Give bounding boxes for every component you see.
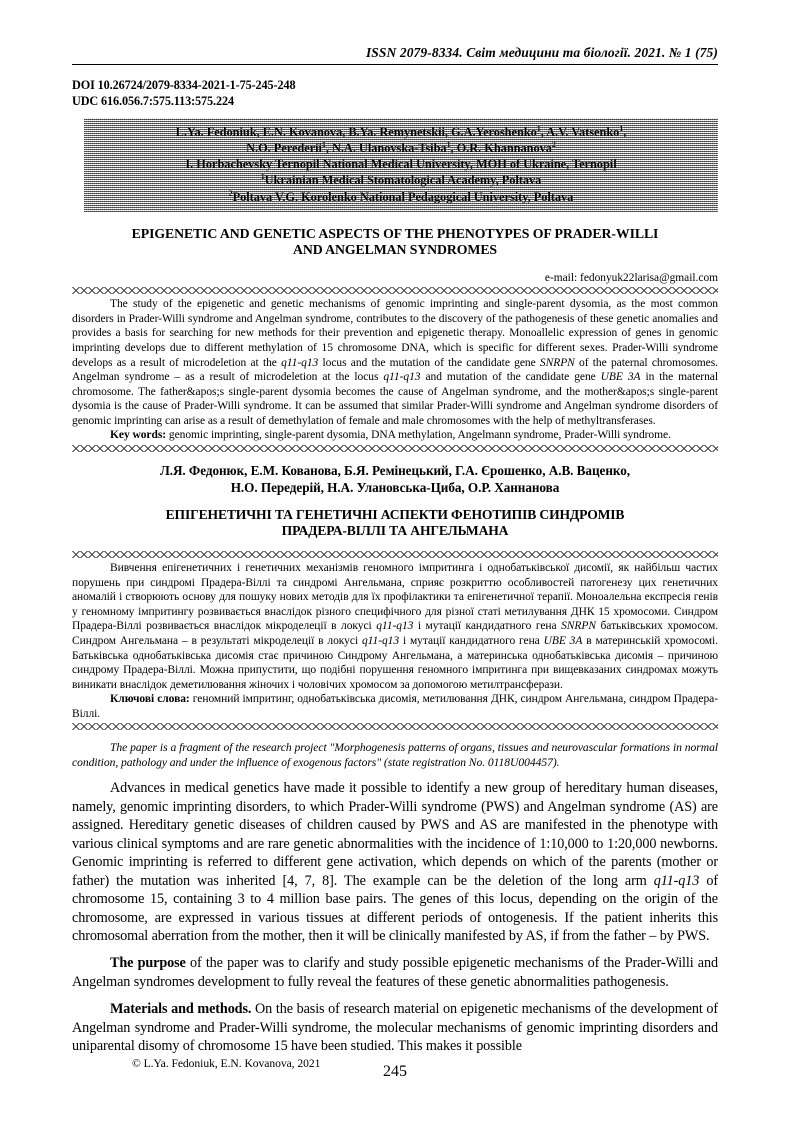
keywords-en xyxy=(72,428,718,443)
abstract-ua-italic-3: q11-q13 xyxy=(361,634,400,647)
zigzag-separator-mid-1 xyxy=(72,445,718,452)
abstract-en-seg-1: The study of the epigenetic and genetic mechanisms of genomic imprinting and single-parent dysomia, as the most common disorders in Prader-Willi syndrome and Angelman syndrome, contributes to the discovery of the pathogenesis of these genetic anomalies and provides a basis for searching for new methods for their prevention and epigenetic therapy. Monoallelic expression of genes in genomic imprinting develops due to different methylation of 15 chromosome DNA, which is specific for different sexes. Prader-Willi syndrome develops as a result of microdeletion at the xyxy=(72,298,718,369)
abstract-ua-seg-5: в материнській хромосомі. Батьківська однобатьківська дисомія стає причиною Синдрому Ангельмана, а материнська однобатьківська дисомія – причиною синдрому Прадера-Віллі. Можна припустити, що подібні порушення геномного імпритинга при вищевказаних синдромах можуть виникати внаслідок деметилювання жіночих і чоловічих хромосом за допомогою метилтрансферази. xyxy=(72,634,719,691)
author-sup-3: 1 xyxy=(321,140,326,150)
abstract-en-italic-3: q11-q13 xyxy=(383,371,421,384)
page-content xyxy=(72,0,718,1056)
keywords-en-label: Key words: xyxy=(110,429,167,442)
affiliation-sup-1: 1 xyxy=(260,172,265,182)
author-sup-4: 1 xyxy=(446,140,451,150)
abstract-ua xyxy=(72,561,718,692)
abstract-en-seg-5: in the maternal chromosome. The father&apos;s single-parent dysomia becomes the cause of Angelman syndrome, and the mother&apos;s single-parent dysomia is the cause of Prader-Willi syndrome. It can be assumed that similar Prader-Willi syndrome and Angelman syndrome disorders of genomic imprinting can arise as a result of demethylation of female and male chromosomes with the help of methyltransferases. xyxy=(72,371,718,427)
affiliation-text-2: Ukrainian Medical Stomatological Academy, Poltava xyxy=(264,173,542,188)
article-title-ua-line-2: ПРАДЕРА-ВІЛЛІ ТА АНГЕЛЬМАНА xyxy=(281,523,509,539)
abstract-en-seg-2: locus and the mutation of the candidate gene xyxy=(318,356,540,369)
body-paragraph-purpose xyxy=(72,954,718,991)
materials-text: On the basis of research material on epigenetic mechanisms of the development of Angelman syndrome and Prader-Willi syndrome, the molecular mechanisms of genomic imprinting disorders and uniparental disomy of chromosome 15 have been studied. This makes it possible xyxy=(72,1001,718,1055)
affiliation-line-2 xyxy=(88,172,714,188)
abstract-ua-italic-1: q11-q13 xyxy=(376,620,414,633)
abstract-ua-seg-1: Вивчення епігенетичних і генетичних механізмів геномного імпритинга і однобатьківської дисомії, як найбільш частих порушень при синдромі Прадера-Віллі та синдромі Ангельмана, сприяє розкриттю особливостей патогенезу цих генетичних аномалій і створюють основу для пошуку нових методів для їх профілактики та епігенетичної терапії. Моноалельна експресія генів у геномному імпритингу розвивається внаслідок різного специфічного для різної статі метилування ДНК 15 хромосоми. Синдром Прадера-Віллі розвивається внаслідок мікроделеції в локусі xyxy=(72,562,718,633)
abstract-en-seg-3: of the paternal chromosomes. Angelman syndrome – as a result of microdeletion at the locus xyxy=(72,356,718,384)
running-head: ISSN 2079-8334. Світ медицини та біології. 2021. № 1 (75) xyxy=(365,45,718,60)
authors-en-part-6: , O.R. Khannanova xyxy=(450,141,552,156)
author-sup-1: 1 xyxy=(536,123,541,133)
article-title-en-line-1: EPIGENETIC AND GENETIC ASPECTS OF THE PHENOTYPES OF PRADER-WILLI xyxy=(131,225,659,241)
abstract-ua-seg-4: і мутації кандидатного гена xyxy=(399,634,544,647)
abstract-en-italic-2: SNRPN xyxy=(539,356,575,369)
keywords-ua xyxy=(72,692,718,721)
zigzag-separator-mid-2 xyxy=(72,551,718,558)
affiliation-line-3 xyxy=(88,189,714,205)
doi-line: DOI 10.26724/2079-8334-2021-1-75-245-248 xyxy=(72,77,296,92)
article-title-ua-line-1: ЕПІГЕНЕТИЧНІ ТА ГЕНЕТИЧНІ АСПЕКТИ ФЕНОТИПІВ СИНДРОМІВ xyxy=(165,506,625,522)
body-intro-italic-1: q11-q13 xyxy=(653,872,700,889)
authors-ua xyxy=(72,463,718,497)
abstract-ua-italic-4: UBE 3A xyxy=(543,634,583,647)
contact-email: e-mail: fedonyuk22larisa@gmail.com xyxy=(544,272,718,285)
abstract-en-seg-4: and mutation of the candidate gene xyxy=(420,371,601,384)
body-intro-seg-1: Advances in medical genetics have made it possible to identify a new group of hereditary human diseases, namely, genomic imprinting disorders, to which Prader-Willi syndrome (PWS) and Angelman syndrome (AS) are assigned. Hereditary genetic diseases of children caused by PWS and AS are manifested in the phenotype with various clinical symptoms and are rare genetic abnormalities with the incidence of 1:10,000 to 1:20,000 newborns. Genomic imprinting is referred to different gene activation, which depends on which of the parents (mother or father) the mutation was inherited [4, 7, 8]. The example can be the deletion of the long arm xyxy=(72,780,718,889)
abstract-ua-italic-2: SNRPN xyxy=(561,620,596,633)
authors-en-part-3: , xyxy=(623,125,627,140)
authors-en-part-5: , N.A. Ulanovska-Tsiba xyxy=(325,141,447,156)
keywords-ua-text: геномний імпритинг, однобатьківська дисомія, метилювання ДНК, синдром Ангельмана, синдром Прадера-Віллі. xyxy=(72,693,718,720)
abstract-ua-seg-2: і мутації кандидатного гена xyxy=(413,620,562,633)
zigzag-separator-bottom xyxy=(72,723,718,730)
authors-ua-line-2: Н.О. Передерій, Н.А. Улановська-Циба, О.Р. Ханнанова xyxy=(230,479,560,495)
authors-en-line-2 xyxy=(88,140,714,156)
zigzag-separator-top xyxy=(72,287,718,294)
abstract-ua-seg-3: батьківських хромосом. Синдром Ангельмана – в результаті мікроделеції в локусі xyxy=(72,620,719,647)
author-sup-2: 1 xyxy=(619,123,624,133)
keywords-en-text: genomic imprinting, single-parent dysomia, DNA methylation, Angelmann syndrome, Prader-Willi syndrome. xyxy=(166,429,671,442)
authors-en-part-1: L.Ya. Fedoniuk, E.N. Kovanova, B.Ya. Remynetskii, G.A.Yeroshenko xyxy=(175,125,537,140)
body-paragraph-materials xyxy=(72,1000,718,1055)
body-paragraph-intro xyxy=(72,779,718,945)
author-affiliation-box xyxy=(84,118,718,212)
identifier-block xyxy=(72,77,718,109)
authors-ua-line-1: Л.Я. Федонюк, Е.М. Кованова, Б.Я. Ремінецький, Г.А. Єрошенко, А.В. Ваценко, xyxy=(159,462,631,478)
page-footer xyxy=(72,1057,718,1097)
udc-line: UDC 616.056.7:575.113:575.224 xyxy=(72,93,234,108)
body-intro-seg-2: of chromosome 15, containing 3 to 4 million base pairs. The genes of this locus, depending on the origin of the chromosome, are expressed in various tissues at different periods of ontogenesis. If the patient inherits this chromosomal aberration from the mother, then it will be clinically manifested by AS, if from the father – by PWS. xyxy=(72,872,718,945)
article-title-en xyxy=(72,226,718,260)
running-head-rule xyxy=(72,64,718,65)
abstract-en-italic-4: UBE 3A xyxy=(600,371,641,384)
research-project-note: The paper is a fragment of the research project "Morphogenesis patterns of organs, tissues and neurovascular formations in normal condition, pathology and under the influence of exogenous factors" (state registration No. 0118U004457). xyxy=(72,741,718,770)
affiliation-text-3: Poltava V.G. Korolenko National Pedagogical University, Poltava xyxy=(232,189,574,204)
authors-en-line-1 xyxy=(88,124,714,140)
page-number: 245 xyxy=(383,1063,407,1080)
materials-label: Materials and methods. xyxy=(110,1001,252,1018)
abstract-en-italic-1: q11-q13 xyxy=(281,356,319,369)
authors-en-part-2: , A.V. Vatsenko xyxy=(540,125,620,140)
copyright-notice: © L.Ya. Fedoniuk, E.N. Kovanova, 2021 xyxy=(132,1057,321,1070)
article-title-en-line-2: AND ANGELMAN SYNDROMES xyxy=(293,242,497,258)
affiliation-sup-2: 2 xyxy=(228,188,233,198)
article-title-ua xyxy=(72,507,718,541)
purpose-text: of the paper was to clarify and study possible epigenetic mechanisms of the Prader-Willi and Angelman syndromes development to fully reveal the features of these genetic abnormalities pathogenesis. xyxy=(72,955,718,990)
authors-en-part-4: N.O. Perederii xyxy=(246,141,322,156)
affiliation-line-1: I. Horbachevsky Ternopil National Medical University, MOH of Ukraine, Ternopil xyxy=(185,157,617,172)
abstract-en xyxy=(72,297,718,428)
keywords-ua-label: Ключові слова: xyxy=(110,693,190,706)
purpose-label: The purpose xyxy=(110,955,186,972)
author-sup-5: 2 xyxy=(551,140,556,150)
